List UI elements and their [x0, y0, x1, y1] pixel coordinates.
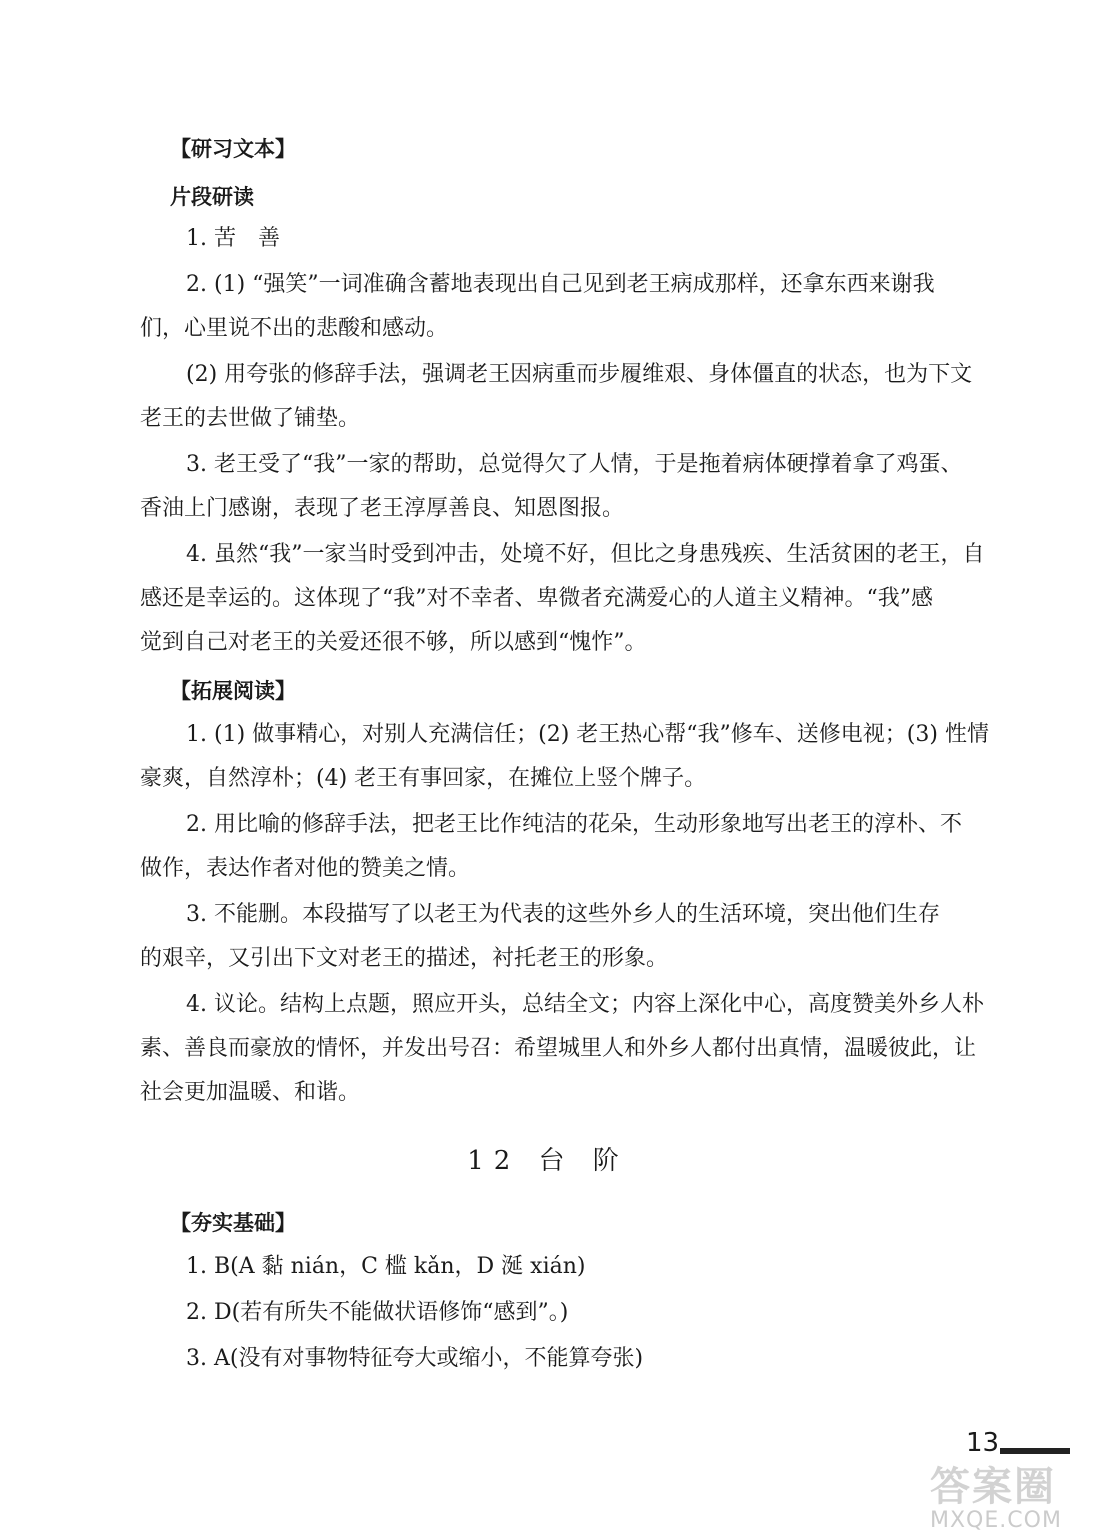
- page-number-bar: [1000, 1448, 1070, 1454]
- chapter-title: 12 台 阶: [467, 1146, 629, 1176]
- answer-line: 豪爽，自然淳朴；(4) 老王有事回家，在摊位上竖个牌子。: [140, 766, 707, 791]
- answer-line: 1. 苦 善: [186, 226, 280, 251]
- answer-line: 社会更加温暖、和谐。: [140, 1080, 361, 1105]
- answer-line: 们，心里说不出的悲酸和感动。: [140, 316, 449, 341]
- section-heading-study: 【研习文本】: [170, 137, 296, 161]
- answer-line: 2. (1) “强笑”一词准确含蓄地表现出自己见到老王病成那样，还拿东西来谢我: [186, 272, 935, 297]
- page-number: 13: [966, 1428, 1000, 1458]
- answer-line: 1. B(A 黏 nián，C 槛 kǎn，D 涎 xián): [186, 1254, 586, 1279]
- answer-line: (2) 用夸张的修辞手法，强调老王因病重而步履维艰、身体僵直的状态，也为下文: [186, 362, 973, 387]
- answer-line: 老王的去世做了铺垫。: [140, 406, 361, 431]
- section-heading-basic: 【夯实基础】: [170, 1211, 296, 1235]
- answer-line: 觉到自己对老王的关爱还很不够，所以感到“愧怍”。: [140, 630, 647, 655]
- answer-line: 感还是幸运的。这体现了“我”对不幸者、卑微者充满爱心的人道主义精神。“我”感: [140, 586, 933, 611]
- watermark-bottom: MXQE.COM: [930, 1508, 1062, 1533]
- answer-line: 3. 老王受了“我”一家的帮助，总觉得欠了人情，于是拖着病体硬撑着拿了鸡蛋、: [186, 452, 963, 477]
- answer-line: 3. 不能删。本段描写了以老王为代表的这些外乡人的生活环境，突出他们生存: [186, 902, 940, 927]
- answer-line: 2. D(若有所失不能做状语修饰“感到”。): [186, 1300, 569, 1325]
- answer-line: 4. 议论。结构上点题，照应开头，总结全文；内容上深化中心，高度赞美外乡人朴: [186, 992, 984, 1017]
- answer-line: 的艰辛，又引出下文对老王的描述，衬托老王的形象。: [140, 946, 669, 971]
- answer-line: 做作，表达作者对他的赞美之情。: [140, 856, 471, 881]
- subheading-fragment: 片段研读: [170, 185, 254, 209]
- watermark-top: 答案圈: [930, 1464, 1056, 1510]
- watermark-logo: [930, 1455, 1080, 1533]
- answer-line: 1. (1) 做事精心，对别人充满信任；(2) 老王热心帮“我”修车、送修电视；(3) 性情: [186, 722, 989, 747]
- answer-line: 2. 用比喻的修辞手法，把老王比作纯洁的花朵，生动形象地写出老王的淳朴、不: [186, 812, 962, 837]
- section-heading-extend: 【拓展阅读】: [170, 679, 296, 703]
- answer-line: 香油上门感谢，表现了老王淳厚善良、知恩图报。: [140, 496, 625, 521]
- answer-line: 3. A(没有对事物特征夸大或缩小，不能算夸张): [186, 1346, 644, 1371]
- answer-line: 素、善良而豪放的情怀，并发出号召：希望城里人和外乡人都付出真情，温暖彼此，让: [140, 1036, 977, 1061]
- answer-line: 4. 虽然“我”一家当时受到冲击，处境不好，但比之身患残疾、生活贫困的老王，自: [186, 542, 985, 567]
